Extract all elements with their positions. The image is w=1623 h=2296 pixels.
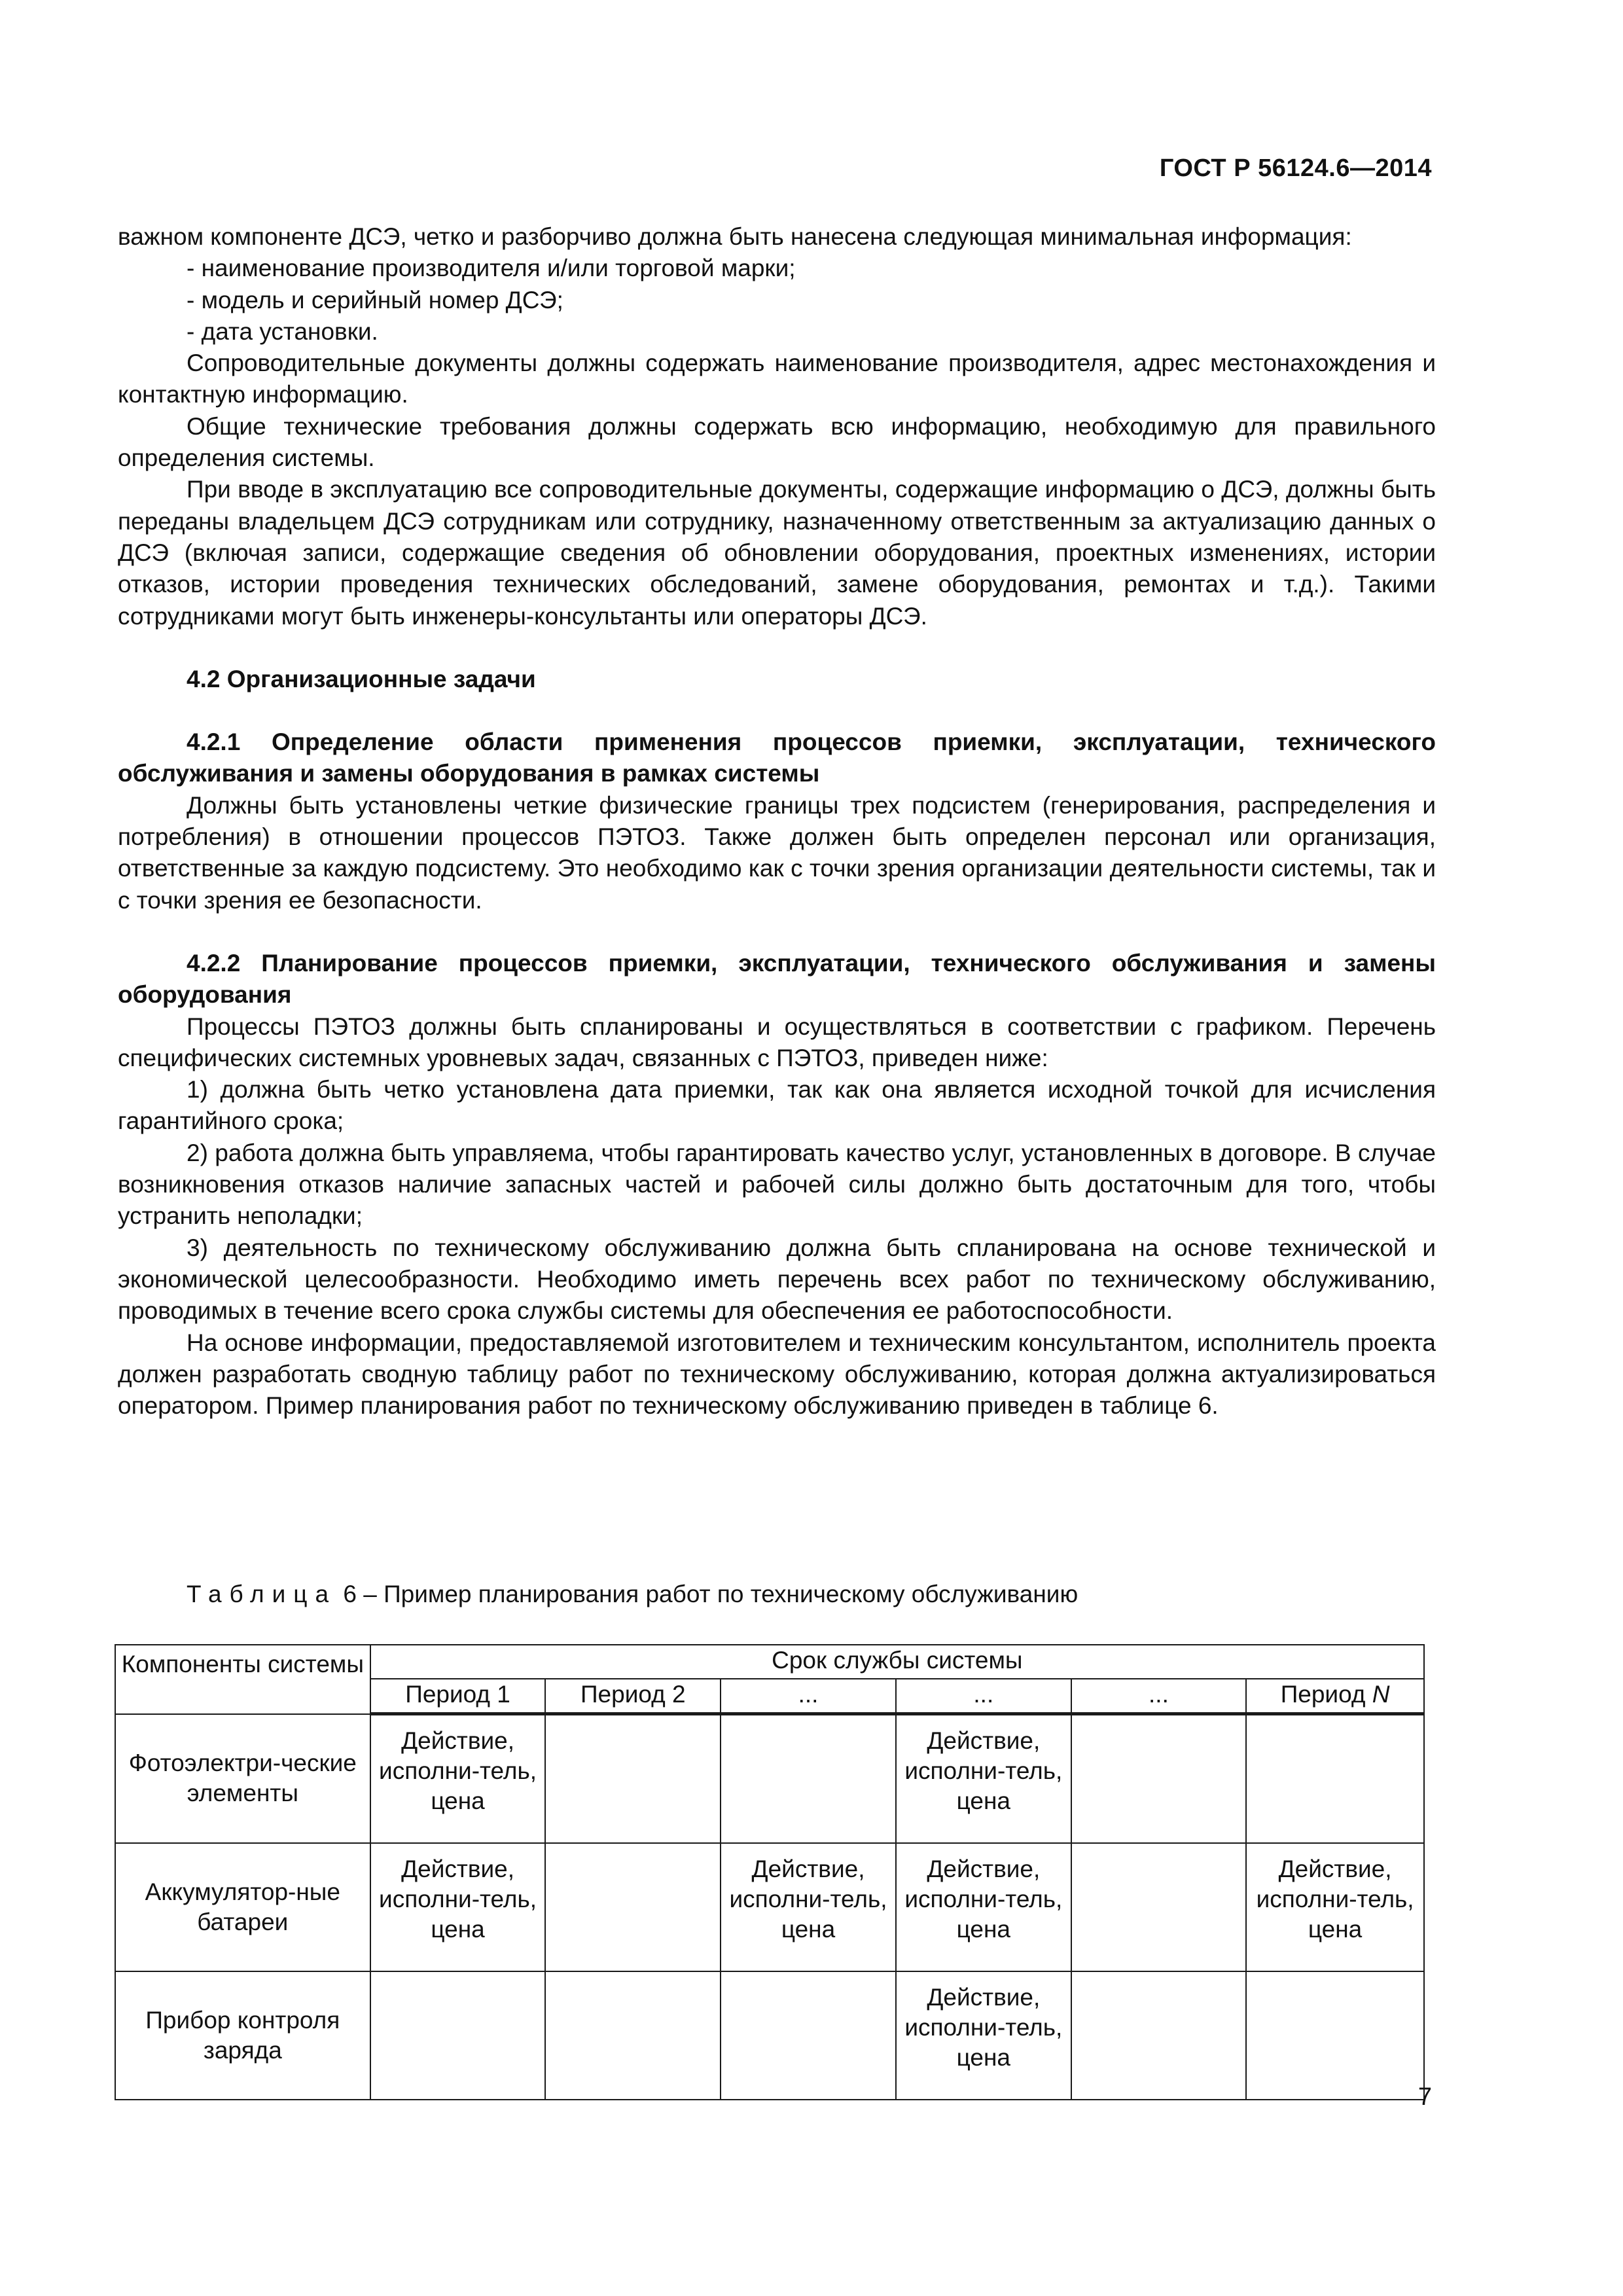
list-item: - дата установки. [187, 317, 378, 345]
header-period-ellipsis: ... [896, 1679, 1071, 1714]
header-components: Компоненты системы [115, 1645, 370, 1714]
component-cell: Аккумулятор-ные батареи [115, 1843, 370, 1971]
schedule-cell [545, 1971, 721, 2100]
paragraph: При вводе в эксплуатацию все сопроводительные документы, содержащие информацию о ДСЭ, должны быть переданы владельцем ДСЭ сотрудникам или сотруднику, назначенному ответственным за актуализацию данных о ДСЭ (включая записи, содержащие сведения об обновлении оборудования, проектных изменениях, истории отказов, истории проведения технических обследований, замене оборудования, ремонтах и т.д.). Такими сотрудниками могут быть инженеры-консультанты или операторы ДСЭ. [118, 476, 1436, 630]
schedule-cell: Действие, исполни-тель, цена [1246, 1843, 1424, 1971]
header-period-ellipsis: ... [1071, 1679, 1246, 1714]
schedule-cell: Действие, исполни-тель, цена [721, 1843, 896, 1971]
schedule-cell [545, 1714, 721, 1844]
schedule-cell: Действие, исполни-тель, цена [370, 1714, 546, 1844]
paragraph: важном компоненте ДСЭ, четко и разборчиво должна быть нанесена следующая минимальная информация: [118, 223, 1352, 250]
paragraph: Общие технические требования должны содержать всю информацию, необходимую для правильного определения системы. [118, 412, 1436, 472]
table-body [115, 1714, 1424, 2100]
schedule-cell [1071, 1971, 1246, 2100]
paragraph: На основе информации, предоставляемой изготовителем и техническим консультантом, исполнитель проекта должен разработать сводную таблицу работ по техническому обслуживанию, которая должна актуализироваться оператором. Пример планирования работ по техническому обслуживанию приведен в таблице 6. [118, 1329, 1436, 1420]
table-caption [187, 1581, 1078, 1608]
numbered-item: 3) деятельность по техническому обслуживанию должна быть спланирована на основе технической и экономической целесообразности. Необходимо иметь перечень всех работ по техническому обслуживанию, проводимых в течение всего срока службы системы для обеспечения ее работоспособности. [118, 1234, 1436, 1325]
table-row [115, 1971, 1424, 2100]
header-period-2: Период 2 [545, 1679, 721, 1714]
table-row [115, 1714, 1424, 1844]
schedule-cell [545, 1843, 721, 1971]
numbered-item: 2) работа должна быть управляема, чтобы гарантировать качество услуг, установленных в договоре. В случае возникновения отказов наличие запасных частей и рабочей силы должно быть достаточным для того, чтобы устранить неполадки; [118, 1139, 1436, 1230]
page-number: 7 [1418, 2083, 1432, 2111]
maintenance-schedule-table [115, 1644, 1425, 2100]
schedule-cell: Действие, исполни-тель, цена [896, 1714, 1071, 1844]
table-caption-word: Таблица [187, 1581, 337, 1607]
schedule-cell [721, 1714, 896, 1844]
paragraph: Сопроводительные документы должны содержать наименование производителя, адрес местонахождения и контактную информацию. [118, 350, 1436, 408]
numbered-item: 1) должна быть четко установлена дата приемки, так как она является исходной точкой для исчисления гарантийного срока; [118, 1076, 1436, 1135]
table-caption-number: 6 [343, 1581, 357, 1607]
header-service-life: Срок службы системы [370, 1645, 1424, 1679]
list-item: - модель и серийный номер ДСЭ; [187, 286, 563, 314]
component-cell: Прибор контроля заряда [115, 1971, 370, 2100]
schedule-cell [1246, 1971, 1424, 2100]
table-caption-text: – Пример планирования работ по техническому обслуживанию [363, 1581, 1079, 1607]
paragraph: Процессы ПЭТОЗ должны быть спланированы и осуществляться в соответствии с графиком. Перечень специфических системных уровневых задач, связанных с ПЭТОЗ, приведен ниже: [118, 1013, 1436, 1071]
body-text [118, 221, 1436, 1422]
header-period-ellipsis: ... [721, 1679, 896, 1714]
paragraph: Должны быть установлены четкие физические границы трех подсистем (генерирования, распределения и потребления) в отношении процессов ПЭТОЗ. Также должен быть определен персонал или организация, ответственные за каждую подсистему. Это необходимо как с точки зрения организации деятельности системы, так и с точки зрения ее безопасности. [118, 791, 1436, 914]
schedule-cell [721, 1971, 896, 2100]
section-heading-4-2: 4.2 Организационные задачи [187, 665, 536, 692]
table-row [115, 1843, 1424, 1971]
schedule-cell [370, 1971, 546, 2100]
schedule-cell [1071, 1714, 1246, 1844]
section-heading-4-2-1: 4.2.1 Определение области применения процессов приемки, эксплуатации, технического обслуживания и замены оборудования в рамках системы [118, 728, 1436, 787]
schedule-cell: Действие, исполни-тель, цена [896, 1843, 1071, 1971]
header-period-1: Период 1 [370, 1679, 546, 1714]
schedule-cell: Действие, исполни-тель, цена [370, 1843, 546, 1971]
section-heading-4-2-2: 4.2.2 Планирование процессов приемки, эксплуатации, технического обслуживания и замены оборудования [118, 949, 1436, 1009]
schedule-cell: Действие, исполни-тель, цена [896, 1971, 1071, 2100]
document-code: ГОСТ Р 56124.6—2014 [1159, 154, 1432, 182]
schedule-cell [1246, 1714, 1424, 1844]
schedule-cell [1071, 1843, 1246, 1971]
component-cell: Фотоэлектри-ческие элементы [115, 1714, 370, 1844]
header-period-n: Период N [1246, 1679, 1424, 1714]
list-item: - наименование производителя и/или торговой марки; [187, 255, 796, 282]
